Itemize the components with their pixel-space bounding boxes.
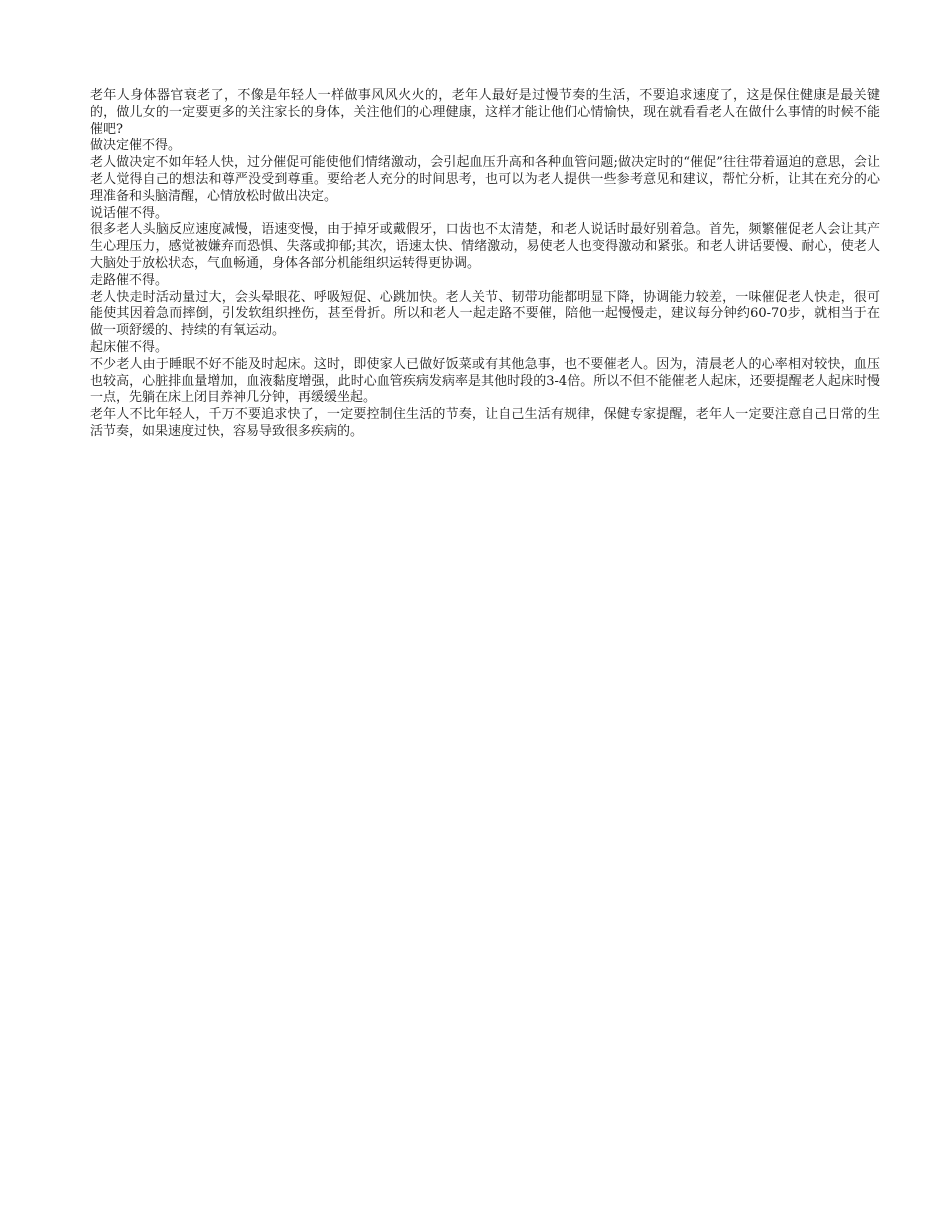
conclusion-paragraph: 老年人不比年轻人，千万不要追求快了，一定要控制住生活的节奏，让自己生活有规律，保健专家提醒，老年人一定要注意自己日常的生活节奏，如果速度过快，容易导致很多疾病的。 [90,407,880,439]
section-paragraph-waking: 不少老人由于睡眠不好不能及时起床。这时，即使家人已做好饭菜或有其他急事，也不要催老人。因为，清晨老人的心率相对较快，血压也较高，心脏排血量增加，血液黏度增强，此时心血管疾病发病率是其他时段的3-4倍。所以不但不能催老人起床，还要提醒老人起床时慢一点，先躺在床上闭目养神几分钟，再缓缓坐起。 [90,356,880,406]
section-heading-waking: 起床催不得。 [90,339,169,355]
intro-paragraph: 老年人身体器官衰老了，不像是年轻人一样做事风风火火的，老年人最好是过慢节奏的生活，不要追求速度了，这是保住健康是最关键的，做儿女的一定要更多的关注家长的身体，关注他们的心理健康，这样才能让他们心情愉快，现在就看看老人在做什么事情的时候不能催吧? [90,88,880,137]
section-heading-speaking: 说话催不得。 [90,205,169,221]
section-paragraph-speaking: 很多老人头脑反应速度减慢，语速变慢，由于掉牙或戴假牙，口齿也不太清楚，和老人说话时最好别着急。首先，频繁催促老人会让其产生心理压力，感觉被嫌弃而恐惧、失落或抑郁;其次，语速太快、情绪激动，易使老人也变得激动和紧张。和老人讲话要慢、耐心，使老人大脑处于放松状态，气血畅通，身体各部分机能组织运转得更协调。 [90,222,880,271]
section-heading-walking: 走路催不得。 [90,272,169,288]
section-paragraph-decision: 老人做决定不如年轻人快，过分催促可能使他们情绪激动，会引起血压升高和各种血管问题;做决定时的“催促”往往带着逼迫的意思，会让老人觉得自己的想法和尊严没受到尊重。要给老人充分的时间思考，也可以为老人提供一些参考意见和建议，帮忙分析，让其在充分的心理准备和头脑清醒，心情放松时做出决定。 [90,155,880,204]
document-body [90,88,880,441]
section-paragraph-walking: 老人快走时活动量过大，会头晕眼花、呼吸短促、心跳加快。老人关节、韧带功能都明显下降，协调能力较差，一味催促老人快走，很可能使其因着急而摔倒，引发软组织挫伤，甚至骨折。所以和老人一起走路不要催，陪他一起慢慢走，建议每分钟约60-70步，就相当于在做一项舒缓的、持续的有氧运动。 [90,289,880,339]
section-heading-decision: 做决定催不得。 [90,138,182,154]
